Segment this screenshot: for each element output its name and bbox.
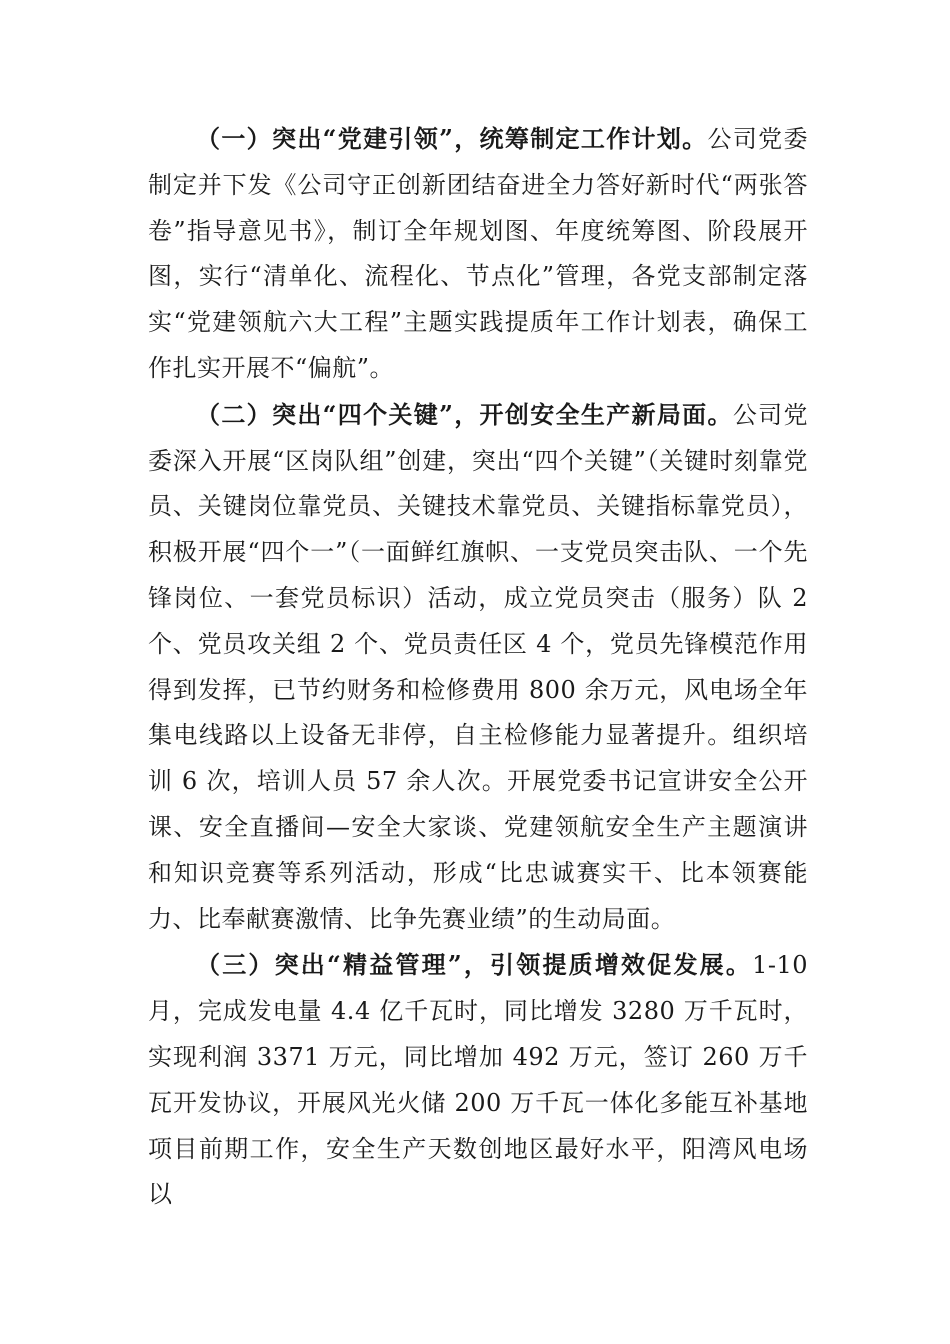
paragraph-text: 公司党委制定并下发《公司守正创新团结奋进全力答好新时代“两张答卷”指导意见书》，制订全年规划图、年度统筹图、阶段展开图，实行“清单化、流程化、节点化”管理，各党支部制定落实“党建领航六大工程”主题实践提质年工作计划表，确保工作扎实开展不“偏航”。: [148, 125, 809, 382]
paragraph-heading: （二）突出“四个关键”，开创安全生产新局面。: [196, 399, 733, 429]
paragraph-text: 1-10 月，完成发电量 4.4 亿千瓦时，同比增发 3280 万千瓦时，实现利润 3371 万元，同比增加 492 万元，签订 260 万千瓦开发协议，开展风光火储 200 万千瓦一体化多能互补基地项目前期工作，安全生产天数创地区最好水平，阳湾风电场以: [148, 951, 808, 1209]
paragraph-heading: （三）突出“精益管理”，引领提质增效促发展。: [196, 950, 753, 980]
paragraph-heading: （一）突出“党建引领”，统筹制定工作计划。: [196, 124, 708, 153]
document-body: [148, 116, 808, 1218]
paragraph-four-keys: [148, 392, 808, 943]
paragraph-party-building: [148, 116, 808, 392]
paragraph-text: 公司党委深入开展“区岗队组”创建，突出“四个关键”（关键时刻靠党员、关键岗位靠党员、关键技术靠党员、关键指标靠党员），积极开展“四个一”（一面鲜红旗帜、一支党员突击队、一个先锋岗位、一套党员标识）活动，成立党员突击（服务）队 2 个、党员攻关组 2 个、党员责任区 4 个，党员先锋模范作用得到发挥，已节约财务和检修费用 800 余万元，风电场全年集电线路以上设备无非停，自主检修能力显著提升。组织培训 6 次，培训人员 57 余人次。开展党委书记宣讲安全公开课、安全直播间—安全大家谈、党建领航安全生产主题演讲和知识竞赛等系列活动，形成“比忠诚赛实干、比本领赛能力、比奉献赛激情、比争先赛业绩”的生动局面。: [148, 400, 809, 933]
paragraph-lean-management: [148, 942, 808, 1218]
